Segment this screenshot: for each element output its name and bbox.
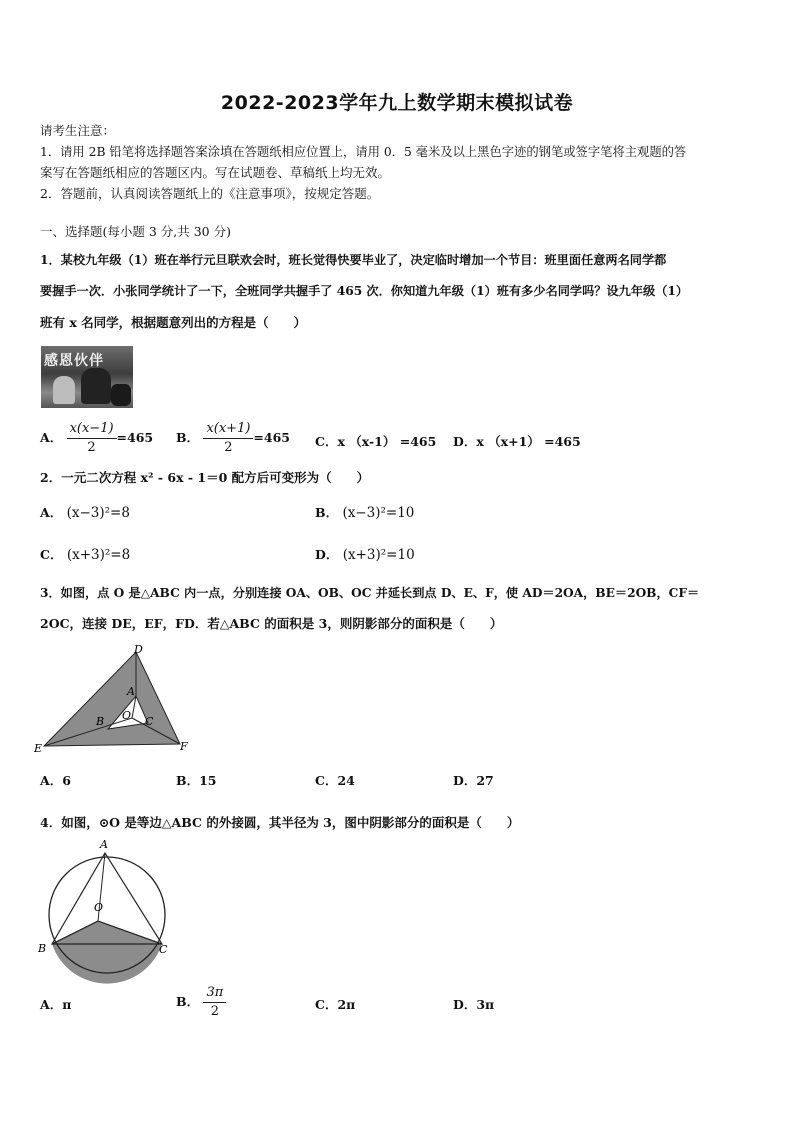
q3-label-d: D xyxy=(134,643,143,656)
q2-option-d-label: D． xyxy=(315,547,339,562)
q2-option-b[interactable] xyxy=(315,503,414,521)
notice-heading: 请考生注意： xyxy=(40,123,116,138)
q1-line-1: 1．某校九年级（1）班在举行元旦联欢会时，班长觉得快要毕业了，决定临时增加一个节目：班里面任意两名同学都 xyxy=(40,253,667,267)
q1-option-a-denominator: 2 xyxy=(87,440,96,455)
q2-option-d-expression: (x+3)²=10 xyxy=(342,547,415,563)
q3-figure xyxy=(30,640,200,760)
q1-option-b[interactable] xyxy=(176,420,290,457)
notice-line-1b: 案写在答题纸相应的答题区内。写在试题卷、草稿纸上均无效。 xyxy=(40,165,391,180)
photo-person-right xyxy=(111,384,131,406)
photo-person-left xyxy=(53,376,75,404)
q1-option-b-numerator: x(x+1) xyxy=(203,420,253,439)
photo-person-center xyxy=(81,368,111,404)
q1-option-b-tail: =465 xyxy=(253,430,290,445)
q4-stem: 4．如图，⊙O 是等边△ABC 的外接圆，其半径为 3，图中阴影部分的面积是（ ） xyxy=(40,815,520,830)
q1-option-a-label: A． xyxy=(40,430,63,445)
q2-option-a-label: A． xyxy=(40,505,63,520)
section-heading: 一、选择题(每小题 3 分,共 30 分) xyxy=(40,224,231,239)
q1-photo xyxy=(41,346,133,408)
q2-option-c-expression: (x+3)²=8 xyxy=(66,547,131,563)
q4-option-c[interactable]: C．2π xyxy=(315,997,356,1012)
q1-option-a-tail: =465 xyxy=(116,430,154,445)
q2-option-a[interactable] xyxy=(40,503,130,521)
q4-option-b-numerator: 3π xyxy=(203,984,226,1003)
q1-option-b-fraction xyxy=(203,420,253,457)
q2-option-a-expression: (x−3)²=8 xyxy=(66,505,130,521)
q4-option-b-denominator: 2 xyxy=(210,1004,219,1019)
q2-stem: 2．一元二次方程 x² - 6x - 1＝0 配方后可变形为（ ） xyxy=(40,470,370,485)
q4-label-c: C xyxy=(159,943,168,956)
q2-option-c-label: C． xyxy=(40,547,63,562)
q3-label-b: B xyxy=(96,715,105,728)
q4-option-b-label: B． xyxy=(176,994,200,1009)
q4-option-d[interactable]: D．3π xyxy=(453,997,495,1012)
q3-line-2: 2OC，连接 DE，EF，FD．若△ABC 的面积是 3，则阴影部分的面积是（ ） xyxy=(40,616,503,631)
q3-option-b[interactable]: B．15 xyxy=(176,773,217,788)
q3-line-1: 3．如图，点 O 是△ABC 内一点，分别连接 OA、OB、OC 并延长到点 D、E、F，使 AD＝2OA，BE＝2OB，CF＝ xyxy=(40,586,700,600)
q4-label-a: A xyxy=(100,838,108,851)
q3-label-a: A xyxy=(127,685,135,698)
q3-outer-triangle-def xyxy=(44,652,180,746)
q1-option-b-label: B． xyxy=(176,430,200,445)
q3-label-e: E xyxy=(34,742,43,755)
q2-option-d[interactable] xyxy=(315,545,415,563)
q1-option-a-numerator: x(x−1) xyxy=(67,420,117,439)
q1-option-c[interactable]: C．x （x-1） =465 xyxy=(315,434,437,449)
notice-line-2: 2．答题前，认真阅读答题纸上的《注意事项》，按规定答题。 xyxy=(40,186,380,201)
photo-caption: 感恩伙伴 xyxy=(44,353,104,369)
q3-label-f: F xyxy=(180,740,188,753)
q4-figure xyxy=(32,836,182,986)
q1-option-a[interactable] xyxy=(40,420,153,457)
q1-option-b-denominator: 2 xyxy=(224,440,233,455)
q4-option-b-fraction xyxy=(203,984,226,1021)
q3-label-c: C xyxy=(145,715,154,728)
page-title: 2022-2023学年九上数学期末模拟试卷 xyxy=(220,92,574,114)
q4-label-b: B xyxy=(38,942,47,955)
q1-line-2: 要握手一次．小张同学统计了一下，全班同学共握手了 465 次．你知道九年级（1）班有多少名同学吗？设九年级（1） xyxy=(40,284,689,298)
q4-option-b[interactable] xyxy=(176,984,226,1021)
q3-option-c[interactable]: C．24 xyxy=(315,773,355,788)
q3-option-d[interactable]: D．27 xyxy=(453,773,494,788)
q2-option-b-expression: (x−3)²=10 xyxy=(342,505,415,521)
q4-shaded-segment xyxy=(52,944,162,984)
q1-line-3: 班有 x 名同学，根据题意列出的方程是（ ） xyxy=(40,315,307,330)
q1-option-d[interactable]: D．x （x+1） =465 xyxy=(453,434,581,449)
q3-option-a[interactable]: A．6 xyxy=(40,773,71,788)
notice-line-1a: 1．请用 2B 铅笔将选择题答案涂填在答题纸相应位置上，请用 0．5 毫米及以上黑色字迹的钢笔或签字笔将主观题的答 xyxy=(40,145,687,159)
q1-option-a-fraction xyxy=(67,420,117,457)
q2-option-b-label: B． xyxy=(315,505,339,520)
q2-option-c[interactable] xyxy=(40,545,130,563)
q4-option-a[interactable]: A．π xyxy=(40,997,72,1012)
q4-label-o: O xyxy=(94,901,104,914)
q3-label-o: O xyxy=(122,709,132,722)
